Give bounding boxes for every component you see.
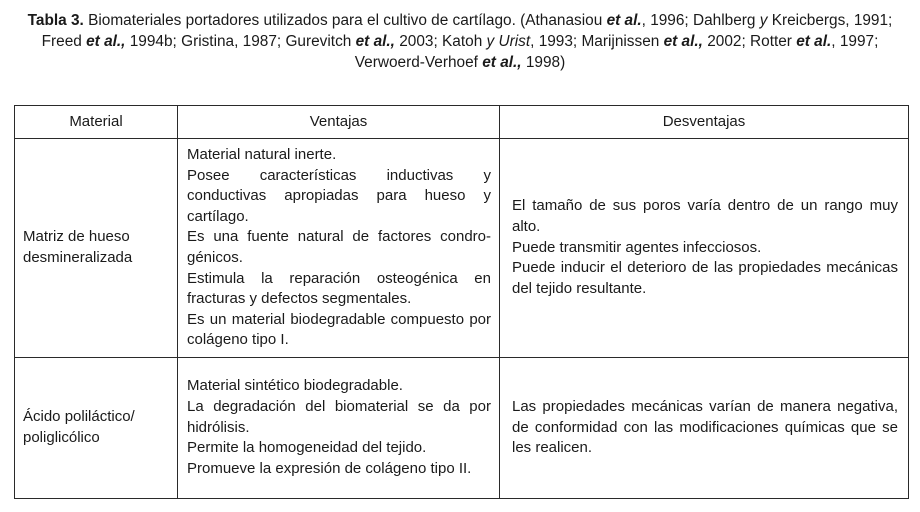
material-cell: Ácido poliláctico/ poliglicólico xyxy=(15,357,178,498)
desventajas-cell xyxy=(500,139,909,358)
desventaja-item: Las propiedades mecánicas varían de manera negativa, de conformidad con las modificaciones químicas que se les realicen. xyxy=(512,398,898,457)
ventaja-item: Es un material biodegradable compuesto por colágeno tipo I. xyxy=(187,310,491,349)
caption-segment: et al. xyxy=(796,33,832,50)
material-cell: Matriz de hueso desmineralizada xyxy=(15,139,178,358)
caption-segment: 1998) xyxy=(521,54,566,71)
table-caption xyxy=(8,10,912,73)
ventaja-item: Material sintético biodegradable. xyxy=(187,377,403,395)
ventaja-item: Posee características inductivas y conductivas apropiadas para hueso y cartílago. xyxy=(187,166,491,225)
caption-segment: Kreicbergs, 1991; Freed xyxy=(41,12,893,50)
desventaja-item: Puede transmitir agentes infecciosos. xyxy=(512,238,762,256)
caption-segment: y Urist xyxy=(486,33,531,50)
caption-segment: et al. xyxy=(606,12,642,29)
caption-segment: Biomateriales portadores utilizados para el cultivo de cartílago. (Athanasiou xyxy=(83,12,607,29)
caption-segment: 1994b; Gristina, 1987; Gurevitch xyxy=(125,33,356,50)
desventajas-cell xyxy=(500,357,909,498)
biomaterials-table xyxy=(14,105,909,499)
header-row xyxy=(15,106,909,139)
ventaja-item: Material natural inerte. xyxy=(187,146,337,163)
caption-segment: Tabla 3. xyxy=(27,12,84,29)
table-row xyxy=(15,139,909,358)
caption-segment: 2003; Katoh xyxy=(394,33,487,50)
caption-segment: et al., xyxy=(663,33,703,50)
ventaja-item: Promueve la expresión de colágeno tipo II. xyxy=(187,459,472,477)
caption-segment: et al., xyxy=(482,54,522,71)
ventaja-item: La degradación del biomaterial se da por hidrólisis. xyxy=(187,398,491,436)
caption-segment: , 1997; Verwoerd-Verhoef xyxy=(354,33,879,71)
ventaja-item: Permite la homogeneidad del tejido. xyxy=(187,439,427,457)
caption-segment: 2002; Rotter xyxy=(702,33,797,50)
ventaja-item: Estimula la reparación osteogénica en fracturas y defectos segmentales. xyxy=(187,269,491,308)
desventaja-item: El tamaño de sus poros varía dentro de un rango muy alto. xyxy=(512,197,898,236)
header-ventajas: Ventajas xyxy=(178,106,500,139)
caption-segment: , 1996; Dahlberg xyxy=(641,12,760,29)
caption-segment: et al., xyxy=(86,33,126,50)
desventaja-item: Puede inducir el deterioro de las propiedades mecánicas del tejido resultante. xyxy=(512,259,898,297)
header-desventajas: Desventajas xyxy=(500,106,909,139)
caption-segment: et al., xyxy=(355,33,395,50)
table-row xyxy=(15,357,909,498)
caption-segment: , 1993; Marijnissen xyxy=(530,33,664,50)
header-material: Material xyxy=(15,106,178,139)
caption-segment: y xyxy=(759,12,768,29)
ventajas-cell xyxy=(178,139,500,358)
ventaja-item: Es una fuente natural de factores condro-génicos. xyxy=(187,228,491,266)
ventajas-cell xyxy=(178,357,500,498)
